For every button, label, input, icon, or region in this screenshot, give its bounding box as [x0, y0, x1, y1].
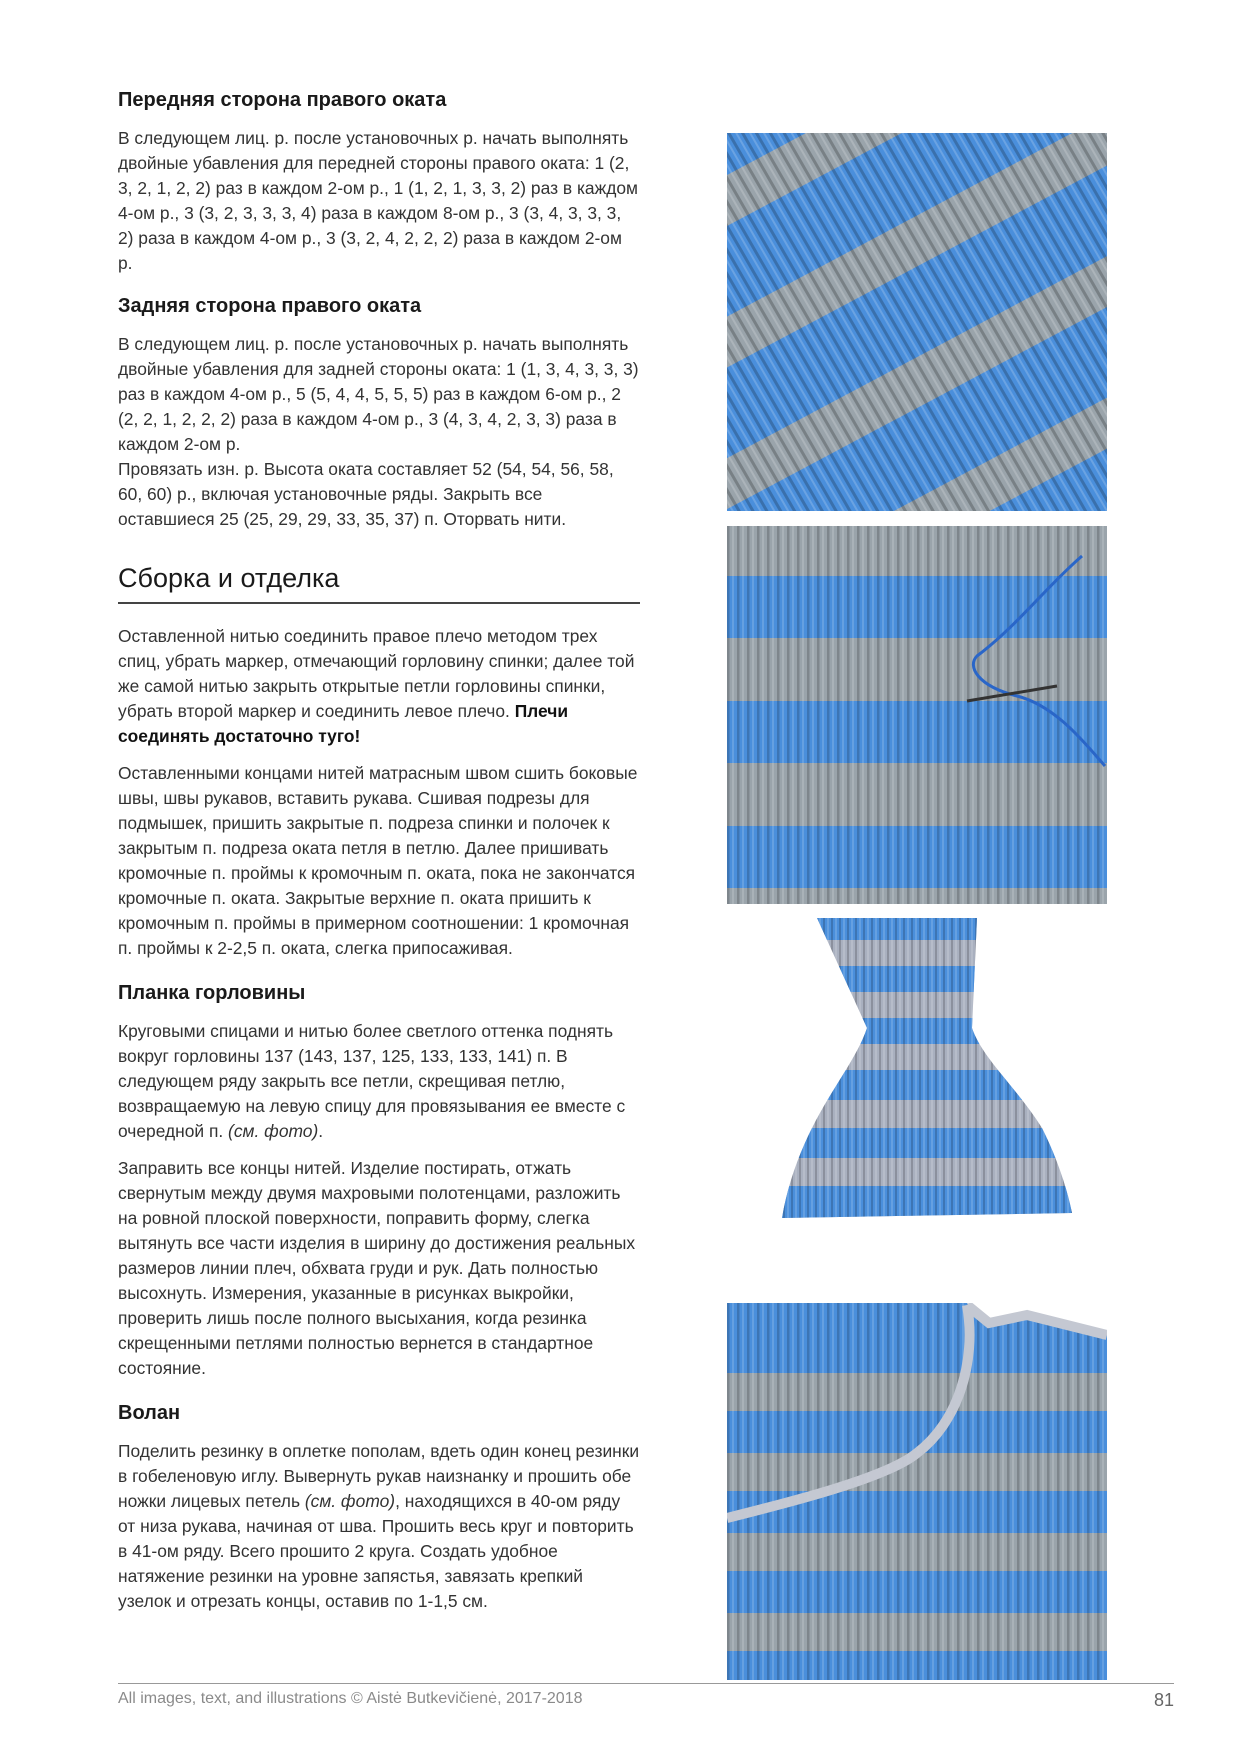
paragraph-neckband-2: Заправить все концы нитей. Изделие постирать, отжать свернутым между двумя махровыми полотенцами, разложить на ровной плоской поверхности, поправить форму, слегка вытянуть все части изделия в ширину до достижения реальных размеров линии плеч, обхвата груди и рук. Дать полностью высохнуть. Измерения, указанные в рисунках выкройки, проверить лишь после полного высыхания, когда резинка скрещенными петлями полностью вернется в стандартное состояние.	[118, 1158, 636, 1379]
section-heading-back-cap: Задняя сторона правого оката	[118, 295, 422, 317]
page-number: 81	[1153, 1690, 1174, 1710]
section-heading-assembly: Сборка и отделка	[118, 562, 640, 604]
photo-reference: (см. фото)	[304, 1491, 396, 1512]
paragraph-back-cap-2: Провязать изн. р. Высота оката составляет 52 (54, 54, 56, 58, 60, 60) р., включая установочные ряды. Закрыть все оставшиеся 25 (25, 29, 29, 33, 35, 37) п. Оторвать нити.	[118, 459, 614, 529]
paragraph-ruffle: Поделить резинку в оплетке пополам, вдеть один конец резинки в гобеленовую иглу. Вывернуть рукав наизнанку и прошить обе ножки лицевых петель (см. фото), находящихся в 40-ом ряду от низа рукава, начиная от шва. Прошить весь круг и повторить в 41-ом ряду. Всего прошито 2 круга. Создать удобное натяжение резинки на уровне запястья, завязать крепкий узелок и отрезать концы, оставив по 1-1,5 см.	[118, 1441, 640, 1612]
footer-copyright: All images, text, and illustrations © Aistė Butkevičienė, 2017-2018	[118, 1690, 583, 1707]
paragraph-front-cap: В следующем лиц. р. после установочных р. начать выполнять двойные убавления для передней стороны правого оката: 1 (2, 3, 2, 1, 2, 2) раз в каждом 2-ом р., 1 (1, 2, 1, 3, 3, 2) раз в каждом 4-ом р., 3 (3, 2, 3, 3, 3, 4) раза в каждом 8-ом р., 3 (3, 4, 3, 3, 3, 2) раза в каждом 4-ом р., 3 (3, 2, 4, 2, 2, 2) раза в каждом 2-ом р.	[118, 128, 639, 273]
paragraph-assembly-1: Оставленной нитью соединить правое плечо методом трех спиц, убрать маркер, отмечающий горловину спинки; далее той же самой нитью закрыть открытые петли горловины спинки, убрать второй маркер и соединить левое плечо. Плечи соединять достаточно туго!	[118, 626, 635, 747]
bold-note: Плечи соединять достаточно туго!	[118, 701, 569, 747]
photo-neckline-band	[727, 1303, 1107, 1680]
photo-horizontal-stripes-needle	[727, 526, 1107, 904]
paragraph-neckband-1: Круговыми спицами и нитью более светлого оттенка поднять вокруг горловины 137 (143, 137, 125, 133, 133, 141) п. В следующем ряду закрыть все петли, скрещивая петлю, возвращаемую на левую спицу для провязывания ее вместе с очередной п. (см. фото).	[118, 1021, 626, 1142]
footer-rule	[118, 1683, 1174, 1684]
text-column	[118, 88, 640, 1626]
section-heading-neckband: Планка горловины	[118, 982, 306, 1005]
photo-diagonal-rib-stripes	[727, 133, 1107, 511]
section-heading-ruffle: Волан	[118, 1402, 181, 1425]
photo-reference: (см. фото)	[228, 1121, 319, 1142]
section-heading-front-cap: Передняя сторона правого оката	[118, 89, 447, 111]
paragraph-assembly-2: Оставленными концами нитей матрасным швом сшить боковые швы, швы рукавов, вставить рукава. Сшивая подрезы для подмышек, пришить закрытые п. подреза спинки и полочек к закрытым п. подреза оката петля в петлю. Далее пришивать кромочные п. проймы к кромочным п. оката, пока не закончатся кромочные п. оката. Закрытые верхние п. оката пришить к кромочным п. проймы в примерном соотношении: 1 кромочная п. проймы к 2-2,5 п. оката, слегка припосаживая.	[118, 763, 638, 959]
paragraph-back-cap: В следующем лиц. р. после установочных р. начать выполнять двойные убавления для задней стороны оката: 1 (1, 3, 4, 3, 3, 3) раз в каждом 4-ом р., 5 (5, 4, 4, 5, 5, 5) раз в каждом 6-ом р., 2 (2, 2, 1, 2, 2, 2) раза в каждом 4-ом р., 3 (4, 3, 4, 2, 3, 3) раза в каждом 2-ом р.	[118, 334, 639, 454]
photo-sleeve-ruffle	[727, 918, 1107, 1240]
